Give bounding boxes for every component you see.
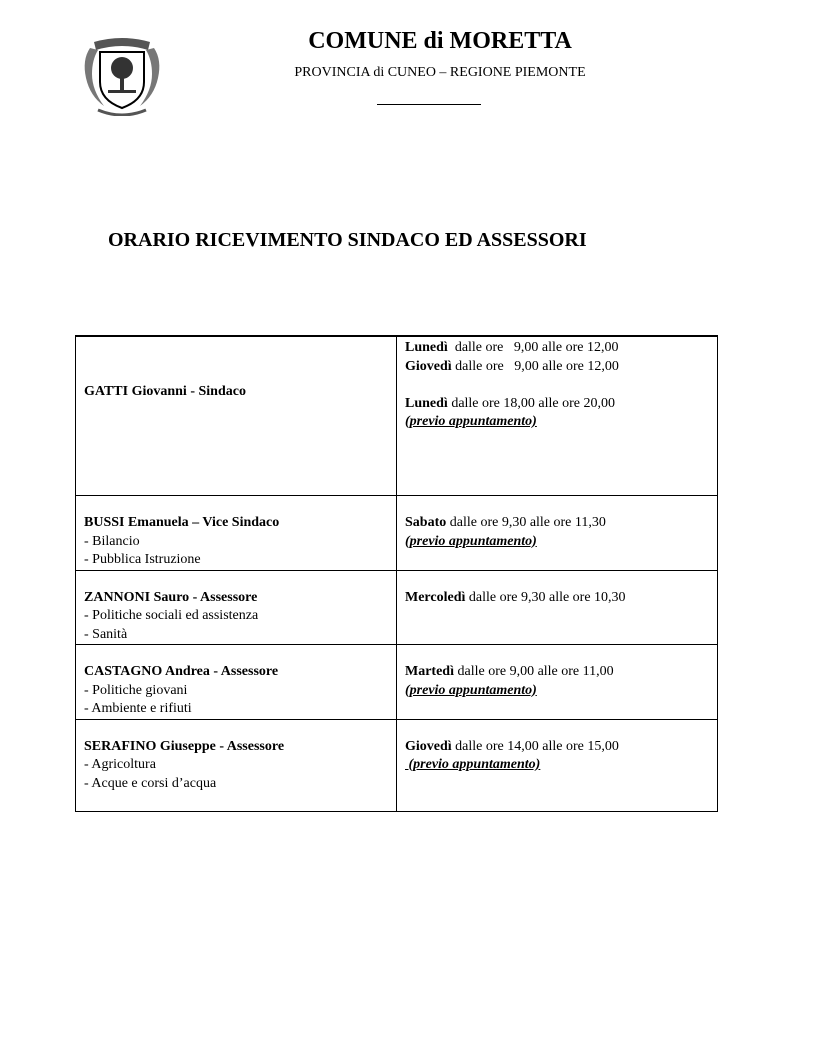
municipality-name: COMUNE di MORETTA bbox=[308, 28, 572, 54]
table-row bbox=[76, 719, 718, 811]
portfolio-item: - Sanità bbox=[84, 626, 128, 642]
table-row bbox=[76, 645, 718, 720]
schedule-line: Giovedì dalle ore 9,00 alle ore 12,00 bbox=[405, 358, 619, 374]
official-cell bbox=[76, 570, 397, 645]
schedule-cell bbox=[397, 719, 718, 811]
appointment-note: (previo appuntamento) bbox=[405, 682, 537, 698]
reception-schedule-table bbox=[75, 335, 718, 812]
schedule-cell bbox=[397, 496, 718, 571]
official-name: BUSSI Emanuela – Vice Sindaco bbox=[84, 515, 280, 530]
schedule-line: Giovedì dalle ore 14,00 alle ore 15,00 bbox=[405, 738, 619, 754]
appointment-note: (previo appuntamento) bbox=[405, 757, 541, 772]
official-cell bbox=[76, 719, 397, 811]
schedule-line: Lunedì dalle ore 9,00 alle ore 12,00 bbox=[405, 340, 619, 355]
official-cell bbox=[76, 496, 397, 571]
schedule-line: Lunedì dalle ore 18,00 alle ore 20,00 bbox=[405, 395, 615, 411]
schedule-spacer bbox=[405, 376, 709, 395]
municipal-crest-icon bbox=[78, 30, 166, 116]
appointment-note: (previo appuntamento) bbox=[405, 533, 537, 549]
portfolio-item: - Acque e corsi d’acqua bbox=[84, 775, 217, 791]
official-name: ZANNONI Sauro - Assessore bbox=[84, 589, 258, 605]
official-cell bbox=[76, 645, 397, 720]
schedule-line: Mercoledì dalle ore 9,30 alle ore 10,30 bbox=[405, 589, 626, 605]
schedule-line: Sabato dalle ore 9,30 alle ore 11,30 bbox=[405, 515, 606, 530]
official-name: SERAFINO Giuseppe - Assessore bbox=[84, 738, 285, 754]
document-title: ORARIO RICEVIMENTO SINDACO ED ASSESSORI bbox=[108, 229, 587, 251]
official-name: CASTAGNO Andrea - Assessore bbox=[84, 664, 279, 679]
schedule-line: Martedì dalle ore 9,00 alle ore 11,00 bbox=[405, 664, 614, 679]
table-row bbox=[76, 496, 718, 571]
schedule-cell bbox=[397, 336, 718, 496]
province-region: PROVINCIA di CUNEO – REGIONE PIEMONTE bbox=[294, 65, 586, 80]
official-name: GATTI Giovanni - Sindaco bbox=[84, 383, 246, 399]
official-cell bbox=[76, 336, 397, 496]
portfolio-item: - Ambiente e rifiuti bbox=[84, 701, 192, 716]
portfolio-item: - Politiche giovani bbox=[84, 682, 188, 698]
portfolio-item: - Bilancio bbox=[84, 533, 140, 549]
portfolio-item: - Politiche sociali ed assistenza bbox=[84, 608, 259, 623]
schedule-cell bbox=[397, 645, 718, 720]
schedule-cell bbox=[397, 570, 718, 645]
portfolio-item: - Pubblica Istruzione bbox=[84, 552, 201, 567]
header-divider bbox=[377, 104, 481, 105]
portfolio-item: - Agricoltura bbox=[84, 757, 156, 772]
table-row bbox=[76, 570, 718, 645]
appointment-note: (previo appuntamento) bbox=[405, 414, 537, 429]
table-row bbox=[76, 336, 718, 496]
